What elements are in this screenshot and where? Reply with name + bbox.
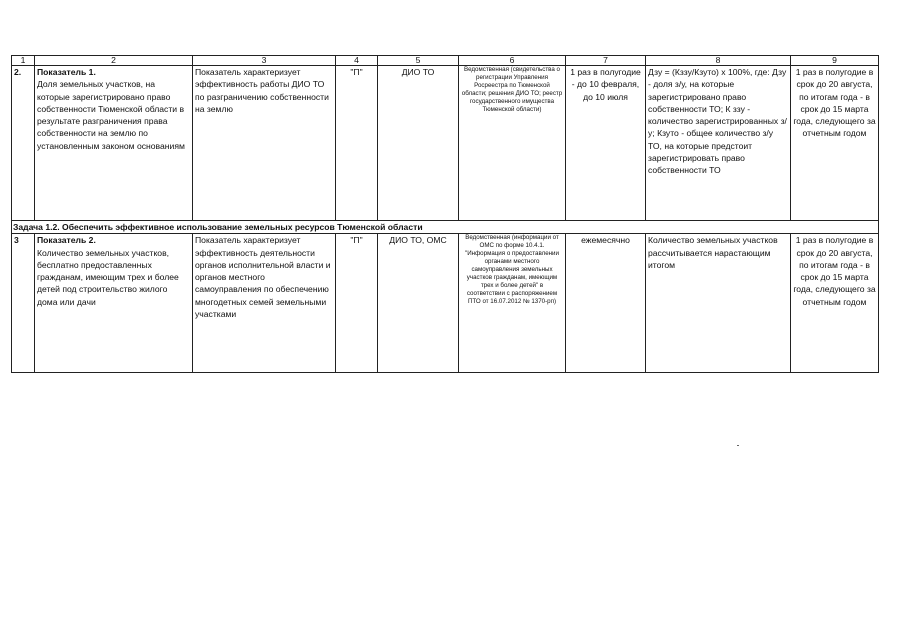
data-source: Ведомственная (свидетельства о регистрации Управления Росреестра по Тюменской области; решения ДИО ТО; реестр государственного имущества Тюменской области) [459, 66, 566, 221]
header-row [12, 56, 879, 66]
calculation-method: Дзу = (Кззу/Кзуто) x 100%, где: Дзу - доля з/у, на которые зарегистрировано право собственности ТО; К ззу - количество зарегистрированных з/у; Кзуто - общее количество з/у ТО, на которые предстоит зарегистрировать право собственности ТО [646, 66, 791, 221]
header-cell: 6 [459, 56, 566, 66]
indicator-description: Количество земельных участков, бесплатно предоставленных гражданам, имеющим трех и более детей под строительство жилого дома или дачи [37, 247, 179, 307]
indicator-cell [35, 66, 193, 221]
responsible: ДИО ТО, ОМС [378, 234, 459, 373]
table-row [12, 234, 879, 373]
indicator-type: "П" [336, 66, 378, 221]
reporting-deadline: 1 раз в полугодие в срок до 20 августа, по итогам года - в срок до 15 марта года, следующего за отчетным годом [791, 234, 879, 373]
row-number: 2. [12, 66, 35, 221]
indicator-characteristic: Показатель характеризует эффективность деятельности органов исполнительной власти и органов местного самоуправления по обеспечению многодетных семей земельными участками [193, 234, 336, 373]
indicators-table [11, 55, 879, 373]
task-row [12, 221, 879, 234]
header-cell: 4 [336, 56, 378, 66]
periodicity: 1 раз в полугодие - до 10 февраля, до 10 июля [566, 66, 646, 221]
responsible: ДИО ТО [378, 66, 459, 221]
periodicity: ежемесячно [566, 234, 646, 373]
header-cell: 2 [35, 56, 193, 66]
reporting-deadline: 1 раз в полугодие в срок до 20 августа, по итогам года - в срок до 15 марта года, следующего за отчетным годом [791, 66, 879, 221]
indicator-title: Показатель 2. [37, 235, 96, 246]
header-cell: 7 [566, 56, 646, 66]
indicator-description: Доля земельных участков, на которые зарегистрировано право собственности Тюменской области в результате разграничения права собственности на землю по установленным законом основаниям [37, 79, 185, 151]
row-number: 3 [12, 234, 35, 373]
table-row [12, 66, 879, 221]
header-cell: 9 [791, 56, 879, 66]
indicator-characteristic: Показатель характеризует эффективность работы ДИО ТО по разграничению собственности на землю [193, 66, 336, 221]
header-cell: 1 [12, 56, 35, 66]
calculation-method: Количество земельных участков рассчитывается нарастающим итогом [646, 234, 791, 373]
indicator-title: Показатель 1. [37, 67, 96, 77]
data-source: Ведомственная (информации от ОМС по форме 10.4.1. "Информация о предоставлении органами местного самоуправления земельных участков гражданам, имеющим трех и более детей" в соответствии с распоряжением ПТО от 16.07.2012 № 1370-рп) [459, 234, 566, 373]
indicator-cell [35, 234, 193, 373]
scan-speck [737, 445, 739, 446]
header-cell: 5 [378, 56, 459, 66]
indicator-type: "П" [336, 234, 378, 373]
task-title: Задача 1.2. Обеспечить эффективное использование земельных ресурсов Тюменской области [12, 221, 879, 234]
header-cell: 3 [193, 56, 336, 66]
header-cell: 8 [646, 56, 791, 66]
